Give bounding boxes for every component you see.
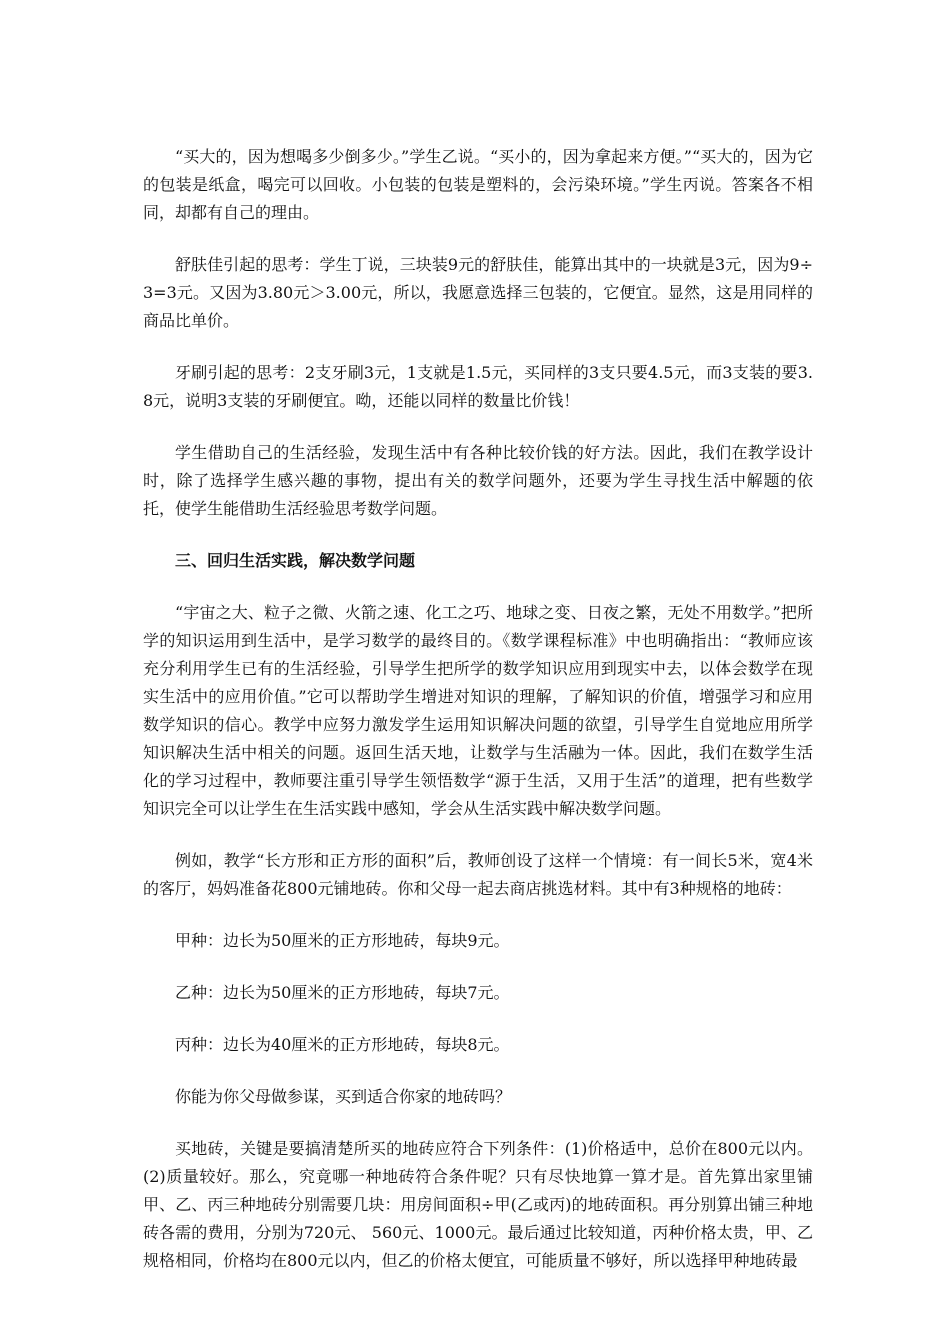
paragraph-tile-type-b: 乙种：边长为50厘米的正方形地砖，每块7元。 <box>175 983 510 1002</box>
document-page <box>143 143 813 1275</box>
paragraph-soap-thinking: 舒肤佳引起的思考：学生丁说，三块装9元的舒肤佳，能算出其中的一块就是3元，因为9÷3=3元。又因为3.80元＞3.00元，所以，我愿意选择三包装的，它便宜。显然，这是用同样的商品比单价。 <box>143 255 813 330</box>
paragraph-example-tiles: 例如，教学“长方形和正方形的面积”后，教师创设了这样一个情境：有一间长5米，宽4米的客厅，妈妈准备花800元铺地砖。你和父母一起去商店挑选材料。其中有3种规格的地砖： <box>143 851 813 898</box>
paragraph-tile-type-c: 丙种：边长为40厘米的正方形地砖，每块8元。 <box>175 1035 510 1054</box>
paragraph-tile-solution: 买地砖，关键是要搞清楚所买的地砖应符合下列条件：(1)价格适中，总价在800元以内。(2)质量较好。那么，究竟哪一种地砖符合条件呢？只有尽快地算一算才是。首先算出家里铺甲、乙、丙三种地砖分别需要几块：用房间面积÷甲(乙或丙)的地砖面积。再分别算出铺三种地砖各需的费用，分别为720元、 560元、1000元。最后通过比较知道，丙种价格太贵，甲、乙规格相同，价格均在800元以内，但乙的价格太便宜，可能质量不够好，所以选择甲种地砖最 <box>143 1139 813 1270</box>
paragraph-tile-type-a: 甲种：边长为50厘米的正方形地砖，每块9元。 <box>175 931 510 950</box>
section-heading-3: 三、回归生活实践，解决数学问题 <box>175 551 416 570</box>
paragraph-students-opinions: “买大的，因为想喝多少倒多少。”学生乙说。“买小的，因为拿起来方便。”“买大的，因为它的包装是纸盒，喝完可以回收。小包装的包装是塑料的，会污染环境。”学生丙说。答案各不相同，却都有自己的理由。 <box>143 147 813 222</box>
paragraph-math-everywhere: “宇宙之大、粒子之微、火箭之速、化工之巧、地球之变、日夜之繁，无处不用数学。”把所学的知识运用到生活中，是学习数学的最终目的。《数学课程标准》中也明确指出：“教师应该充分利用学生已有的生活经验，引导学生把所学的数学知识应用到现实中去，以体会数学在现实生活中的应用价值。”它可以帮助学生增进对知识的理解，了解知识的价值，增强学习和应用数学知识的信心。教学中应努力激发学生运用知识解决问题的欲望，引导学生自觉地应用所学知识解决生活中相关的问题。返回生活天地，让数学与生活融为一体。因此，我们在数学生活化的学习过程中，教师要注重引导学生领悟数学“源于生活，又用于生活”的道理，把有些数学知识完全可以让学生在生活实践中感知，学会从生活实践中解决数学问题。 <box>143 603 813 818</box>
paragraph-question: 你能为你父母做参谋，买到适合你家的地砖吗？ <box>175 1087 512 1106</box>
paragraph-toothbrush-thinking: 牙刷引起的思考：2支牙刷3元，1支就是1.5元，买同样的3支只要4.5元，而3支装的要3.8元，说明3支装的牙刷便宜。呦，还能以同样的数量比价钱！ <box>143 363 813 410</box>
paragraph-life-experience: 学生借助自己的生活经验，发现生活中有各种比较价钱的好方法。因此，我们在教学设计时，除了选择学生感兴趣的事物，提出有关的数学问题外，还要为学生寻找生活中解题的依托，使学生能借助生活经验思考数学问题。 <box>143 443 813 518</box>
